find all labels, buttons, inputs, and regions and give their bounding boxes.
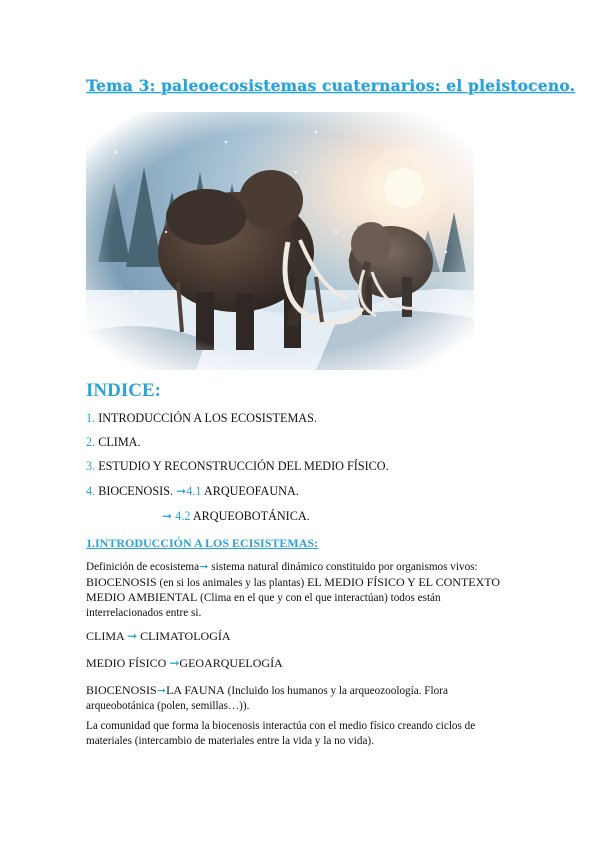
index-number: 4. — [86, 484, 96, 498]
medio-fisico-term: MEDIO FÍSICO — [86, 656, 167, 670]
index-number: 3. — [86, 459, 96, 473]
geoarqueologia-term: GEOARQUELOGÍA — [179, 656, 283, 670]
biocenosis-term: BIOCENOSIS — [86, 683, 157, 697]
biocenosis-text: (Incluido los humanos y la arqueozoología. Flora arqueobotánica (polen, semillas…)). — [86, 685, 448, 712]
index-item-3 — [86, 459, 389, 474]
medio-fisico-term: EL MEDIO FÍSICO Y EL CONTEXTO MEDIO AMBIENTAL — [86, 574, 501, 605]
arrow-icon: ➞ — [127, 629, 138, 643]
arrow-icon: ➞ — [169, 656, 180, 670]
arrow-icon: ➞ — [162, 509, 173, 523]
arrow-icon: ➞ — [176, 484, 187, 498]
clima-term: CLIMA — [86, 629, 125, 643]
biocenosis-paragraph — [86, 683, 516, 713]
arrow-icon: ➞ — [199, 561, 209, 573]
biocenosis-term: BIOCENOSIS — [86, 574, 157, 589]
index-item-4 — [86, 484, 299, 499]
index-text: BIOCENOSIS. — [98, 484, 174, 498]
index-text: ESTUDIO Y RECONSTRUCCIÓN DEL MEDIO FÍSICO. — [98, 459, 389, 473]
definition-text: (en si los animales y las plantas) — [156, 576, 308, 589]
index-item-2 — [86, 435, 141, 450]
index-text: CLIMA. — [98, 435, 141, 449]
index-number: 1. — [86, 411, 96, 425]
fauna-term: LA FAUNA — [166, 683, 225, 697]
definition-text: sistema natural dinámico constituido por organismos vivos: — [208, 561, 478, 573]
arrow-icon: ➞ — [156, 685, 167, 697]
index-item-1 — [86, 411, 317, 426]
index-heading: INDICE: — [86, 380, 161, 401]
climatologia-term: CLIMATOLOGÍA — [140, 629, 231, 643]
index-subitem-4-2 — [162, 509, 310, 524]
section-heading: 1.INTRODUCCIÓN A LOS ECISISTEMAS: — [86, 536, 319, 550]
medio-fisico-line — [86, 656, 283, 671]
community-paragraph: La comunidad que forma la biocenosis interactúa con el medio físico creando ciclos de materiales (intercambio de materiales entre la vida y la no vida). — [86, 720, 476, 747]
mammoth-illustration — [86, 112, 474, 370]
index-number: 2. — [86, 435, 96, 449]
definition-paragraph — [86, 560, 516, 620]
definition-term: Definición de ecosistema — [86, 561, 200, 573]
index-subnumber: 4.2 — [175, 509, 191, 523]
index-text: INTRODUCCIÓN A LOS ECOSISTEMAS. — [98, 411, 317, 425]
index-subtext: ARQUEOFAUNA. — [203, 484, 299, 498]
definition-text: (Clima en el que y con el que interactúan) todos están interrelacionados entre si. — [86, 592, 441, 619]
index-subnumber: 4.1 — [186, 484, 202, 498]
clima-line — [86, 629, 231, 644]
page-title: Tema 3: paleoecosistemas cuaternarios: el pleistoceno. — [86, 76, 576, 95]
index-subtext: ARQUEOBOTÁNICA. — [192, 509, 310, 523]
